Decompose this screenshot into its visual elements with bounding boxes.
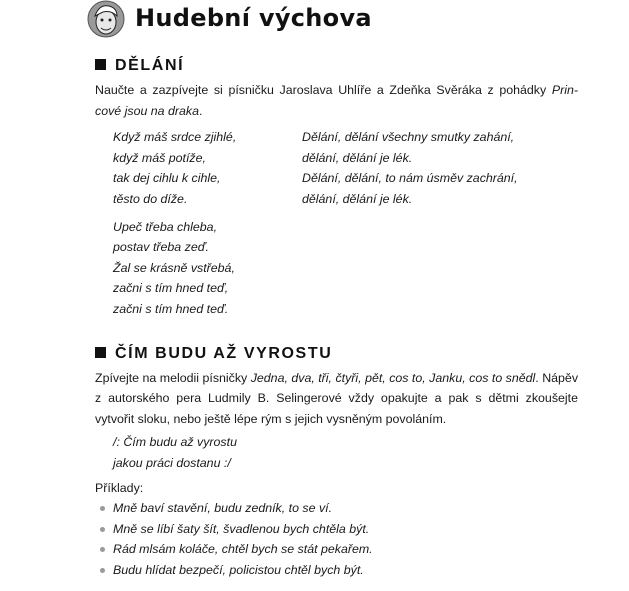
section-heading-delani [95, 56, 578, 76]
verse-line: Když máš srdce zjihlé, [113, 130, 237, 145]
verse-line: začni s tím hned teď, [113, 281, 229, 296]
chorus [302, 127, 518, 319]
stanza-1 [113, 127, 302, 209]
list-item: Budu hlídat bezpečí, policistou chtěl bych být. [113, 560, 578, 581]
verse-line: Žal se krásně vstřebá, [113, 260, 235, 275]
examples-label: Příklady: [95, 480, 144, 495]
verse-line: když máš potíže, [113, 150, 206, 165]
verse-line: jakou práci dostanu :/ [113, 455, 231, 470]
period: . [199, 103, 203, 118]
para-text: . Nápěv z autorského pera Ludmily B. Selingerové vždy opakujte a pak s dětmi zkoušejte vytvořit sloku, nebo ještě lépe rým s jejich vysněným povoláním. [95, 370, 579, 426]
section-heading-cim-budu [95, 344, 578, 364]
page-title: Hudební výchova [135, 4, 372, 32]
verse-line: tak dej cihlu k cihle, [113, 171, 221, 186]
verse-line: Dělání, dělání, to nám úsměv zachrání, [302, 171, 518, 186]
verse-line: začni s tím hned teď. [113, 301, 229, 316]
verse-line: postav třeba zeď. [113, 240, 209, 255]
verse-line: dělání, dělání je lék. [302, 150, 413, 165]
verse-line: dělání, dělání je lék. [302, 191, 413, 206]
para-text: Zpívejte na melodii písničky [95, 370, 251, 385]
song-verses [113, 127, 578, 319]
list-item: Mně se líbí šaty šít, švadlenou bych chtěla být. [113, 519, 578, 540]
refrain [113, 432, 578, 473]
list-item: Rád mlsám koláče, chtěl bych se stát pekařem. [113, 539, 578, 560]
section2-paragraph [95, 368, 578, 430]
list-item: Mně baví stavění, budu zedník, to se ví. [113, 498, 578, 519]
verse-line: Dělání, dělání všechny smutky zahání, [302, 130, 515, 145]
verse-line: těsto do díže. [113, 191, 188, 206]
verse-line: /: Čím budu až vyrostu [113, 435, 237, 450]
fairytale-title-cont: cové jsou na draka [95, 103, 200, 118]
intro-paragraph [95, 80, 578, 121]
fairytale-title: Prin- [551, 83, 578, 97]
verse-line: Upeč třeba chleba, [113, 219, 218, 234]
heading-text: ČÍM BUDU AŽ VYROSTU [115, 344, 333, 362]
heading-text: DĚLÁNÍ [115, 57, 185, 74]
stanza-2 [113, 217, 302, 320]
square-bullet-icon [95, 347, 106, 358]
title-row [95, 0, 578, 44]
song-title: Jedna, dva, tři, čtyři, pět, cos to, Janku, cos to snědl [250, 370, 536, 385]
intro-text: Naučte a zazpívejte si písničku Jaroslava Uhlíře a Zdeňka Svěráka z pohádky [95, 83, 552, 97]
square-bullet-icon [95, 59, 106, 70]
left-verse-column [113, 127, 302, 319]
examples-list [95, 498, 578, 580]
boy-face-icon [87, 0, 125, 38]
page-column [95, 0, 578, 580]
